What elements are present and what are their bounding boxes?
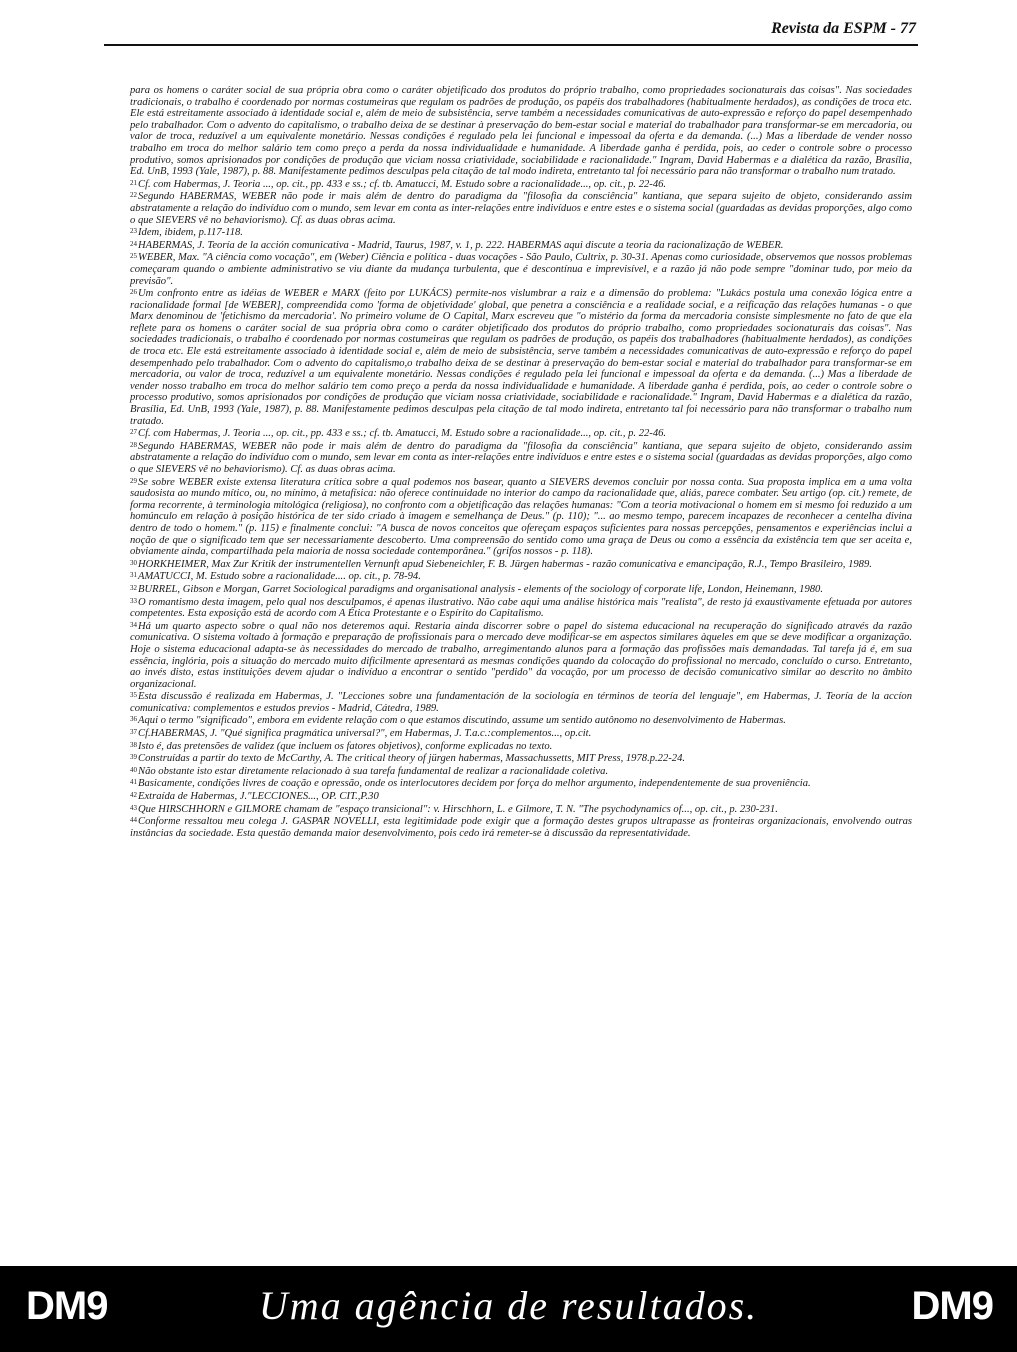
footnote-text: Isto é, das pretensões de validez (que incluem os fatores objetivos), conforme explicadas no texto. [138,740,553,752]
footnote-text: Cf. com Habermas, J. Teoria ..., op. cit., pp. 433 e ss.; cf. tb. Amatucci, M. Estudo sobre a racionalidade..., op. cit., p. 22-46. [138,428,667,440]
footnote-number: 23 [130,227,137,236]
footnote-number: 33 [130,596,137,605]
footnote [130,597,912,620]
footnote-number: 29 [130,476,137,485]
footnote-text: Basicamente, condições livres de coação e opressão, onde os interlocutores decidem por força do melhor argumento, independentemente de sua proveniência. [138,778,811,790]
footnote [130,571,912,583]
footnote-number: 43 [130,803,137,812]
footnote [130,791,912,803]
footnote-number: 34 [130,620,137,629]
footnote-number: 24 [130,239,137,248]
dm9-logo-left: DM9 [26,1284,108,1328]
footnote-text: Segundo HABERMAS, WEBER não pode ir mais além de dentro do paradigma da "filosofia da consciência" kantiana, que separa sujeito de objeto, considerando assim abstratamente a relação do indivíduo com o mundo, sem levar em conta as inter-relações entre indivíduos e entre estes e o sistema social (guardadas as devidas proporções, algo como o que SIEVERS vê no behaviorismo). Cf. as duas obras acima. [130,191,912,226]
footnote [130,288,912,427]
footnote-text: para os homens o caráter social de sua própria obra como o caráter objetificado dos produtos do próprio trabalho, como propriedades socionaturais das coisas". Nas sociedades tradicionais, o trabalho é coordenado por normas costumeiras que regulam os padrões de produção, os papéis dos trabalhadores (habitualmente herdados), as condições de troca etc. Ele está estreitamente associado à identidade social e, além de meio de subsistência, serve também a necessidades comunicativas de auto-expressão e reforço do papel desempenhado pelo trabalhador. Com o advento do capitalismo, o trabalho deixa de se destinar à preservação do bem-estar social e material do trabalhador para transformar-se em mercadoria, ou valor de troca, reduzível a um equivalente monetário. Nessas condições é regulado pela lei funcional e impessoal da oferta e da demanda. (...) Mas a liberdade de vender nosso trabalho em troca do melhor salário tem como preço a perda da nossa individualidade e humanidade. A liberdade ganha é perdida, pois, ao ceder o controle sobre o processo produtivo, somos aprisionados por condições de produção que viciam nossa criatividade, sociabilidade e racionalidade." Ingram, David Habermas e a dialética da razão, Brasília, Ed. UnB, 1993 (Yale, 1987), p. 88. Manifestamente pedimos desculpas pela citação de tal modo indireta, entretanto tal foi necessário para não transformar o trabalho num tratado. [130,85,912,178]
footnote-number: 27 [130,428,137,437]
footnote [130,715,912,727]
footnote-text: Cf.HABERMAS, J. "Qué significa pragmática universal?", em Habermas, J. T.a.c.:complementos..., op.cit. [138,728,592,740]
footnote-number: 35 [130,691,137,700]
footnote-number: 42 [130,791,137,800]
footnote-text: Aqui o termo "significado", embora em evidente relação com o que estamos discutindo, assume um sentido autônomo no desenvolvimento de Habermas. [138,715,786,727]
footnote-text: Construídas a partir do texto de McCarthy, A. The critical theory of jürgen habermas, Massachussetts, MIT Press, 1978.p.22-24. [138,753,686,765]
footnote-text: Um confronto entre as idéias de WEBER e MARX (feito por LUKÁCS) permite-nos vislumbrar a raiz e a dimensão do problema: "Lukács postula uma conexão lógica entre a racionalidade formal [de WEBER], compreendida como 'forma de objetividade' global, que penetra a consciência e a realidade social, e a reificação das relações humanas - o que Marx denominou de 'fetichismo da mercadoria'. No primeiro volume de O Capital, Marx escreveu que "o mistério da forma da mercadoria consiste simplesmente no fato de que ela reflete para os homens o caráter social de sua própria obra como o caráter objetificado dos produtos do próprio trabalho, como propriedades socionaturais das coisas". Nas sociedades tradicionais, o trabalho é coordenado por normas costumeiras que regulam os padrões de produção, os papéis dos trabalhadores (habitualmente herdados), as condições de troca etc. Ele está estreitamente associado à identidade social e, além de meio de subsistência, serve também a necessidades comunicativas de auto-expressão e reforço do papel desempenhado pelo trabalhador. Com o advento do capitalismo,o trabalho deixa de se destinar à preservação do bem-estar social e material do trabalhador para transformar-se em mercadoria, ou valor de troca, reduzível a um equivalente monetário. Nessas condições é regulado pela lei funcional e impessoal da oferta e da demanda. (...) Mas a liberdade de vender nosso trabalho em troca do melhor salário tem como preço a perda da nossa individualidade e humanidade. A liberdade ganha é perdida, pois, ao ceder o controle sobre o processo produtivo, somos aprisionados por condições de produção que viciam nossa criatividade, sociabilidade e racionalidade." Ingram, David Habermas e a dialética da razão, Brasília, Ed. UnB, 1993 (Yale, 1987), p. 88. Manifestamente pedimos desculpas pela citação de tal modo indireta, entretanto tal foi necessário para não transformar o trabalho num tratado. [130,288,912,427]
footnote-number: 37 [130,728,137,737]
footnote-number: 44 [130,816,137,825]
footnote [130,804,912,816]
footnote-text: Esta discussão é realizada em Habermas, J. "Lecciones sobre una fundamentación de la sociología en términos de teoría del lenguaje", em Habermas, J. Teoría de la accíon comunicativa: complementos e estudos previos - Madrid, Cátedra, 1989. [130,691,912,714]
footnote [130,778,912,790]
footnote-text: BURREL, Gibson e Morgan, Garret Sociological paradigms and organisational analysis - elements of the sociology of corporate life, London, Heinemann, 1980. [138,583,824,595]
footnote [130,85,912,178]
footnote-text: Idem, ibidem, p.117-118. [138,227,243,239]
footnote-text: Extraída de Habermas, J."LECCIONES..., OP. CIT.,P.30 [138,791,379,803]
footnote-text: Segundo HABERMAS, WEBER não pode ir mais além de dentro do paradigma da "filosofia da consciência" kantiana, que separa sujeito de objeto, considerando assim abstratamente a relação do indivíduo com o mundo, sem levar em conta as inter-relações entre indivíduos e entre estes e o sistema social (guardadas as devidas proporções, algo como o que SIEVERS vê no behaviorismo). Cf. as duas obras acima. [130,440,912,475]
footnote-text: WEBER, Max. "A ciência como vocação", em (Weber) Ciência e política - duas vocações - São Paulo, Cultrix, p. 30-31. Apenas como curiosidade, observemos que nossos problemas começaram quando o ambiente administrativo se viu diante da mudança turbulenta, que é descontínua e imprevisível, e a razão já não pode sempre "dominar tudo, por meio da previsão". [130,252,912,287]
footnote-number: 41 [130,778,137,787]
dm9-advertisement-banner [0,1266,1017,1352]
footnote-text: AMATUCCI, M. Estudo sobre a racionalidade.... op. cit., p. 78-94. [138,571,421,583]
footnote [130,621,912,691]
footnote [130,741,912,753]
footnote-text: Não obstante isto estar diretamente relacionado à sua tarefa fundamental de realizar a racionalidade coletiva. [138,765,609,777]
footnote-number: 25 [130,252,137,261]
footnote-number: 40 [130,765,137,774]
footnote [130,441,912,476]
footnote [130,252,912,287]
footnote-number: 32 [130,583,137,592]
footnotes-section [130,85,912,840]
footnote-number: 26 [130,288,137,297]
footnote-number: 28 [130,440,137,449]
footnote [130,766,912,778]
footnote [130,179,912,191]
footnote [130,227,912,239]
footnote-text: Há um quarto aspecto sobre o qual não nos deteremos aqui. Restaria ainda discorrer sobre o papel do sistema educacional na recuperação do significado através da razão comunicativa. O sistema voltado à formação e preparação de profissionais para o mercado deve modificar-se em aspectos similares àqueles em que se deve modificar a organização. Hoje o sistema educacional adapta-se às necessidades do mercado de trabalho, arregimentando alunos para a formação das profissões mais demandadas. Tal tarefa já é, em sua essência, inglória, pois a situação do mercado muito dificilmente apresentará as mesmas condições quando da colocação do profissional no mercado, concluído o curso. Entretanto, ao invés disto, estas instituições devem ajudar o indivíduo a encontrar o sentido "perdido" da vocação, por um processo de decisão comunicativo similar ao descrito no âmbito organizacional. [130,620,912,690]
footnote [130,477,912,558]
footnote [130,816,912,839]
footnote [130,428,912,440]
footnote-number: 22 [130,191,137,200]
footnote-text: O romantismo desta imagem, pelo qual nos desculpamos, é apenas ilustrativo. Não cabe aqui uma análise histórica mais "realista", de resto já exaustivamente efetuada por autores competentes. Esta exposição está de acordo com A Ética Protestante e o Espírito do Capitalismo. [130,596,912,620]
footnote-number: 36 [130,715,137,724]
footnote [130,191,912,226]
footnote-text: Que HIRSCHHORN e GILMORE chamam de "espaço transicional": v. Hirschhorn, L. e Gilmore, T. N. "The psychodynamics of..., op. cit., p. 230-231. [138,803,778,815]
footnote-number: 38 [130,740,137,749]
dm9-logo-right: DM9 [911,1284,993,1328]
footnote-text: HORKHEIMER, Max Zur Kritik der instrumentellen Vernunft apud Siebeneichler, F. B. Jürgen habermas - razão comunicativa e emancipação, R.J., Tempo Brasileiro, 1989. [138,558,872,570]
footnote-number: 21 [130,178,137,187]
footnote [130,728,912,740]
footnote-number: 30 [130,558,137,567]
footnote-text: HABERMAS, J. Teoría de la acción comunicativa - Madrid, Taurus, 1987, v. 1, p. 222. HABERMAS aqui discute a teoria da racionalização de WEBER. [138,239,784,251]
footnote [130,753,912,765]
ad-slogan: Uma agência de resultados. [258,1283,759,1328]
footnote [130,240,912,252]
footnote-text: Cf. com Habermas, J. Teoria ..., op. cit., pp. 433 e ss.; cf. tb. Amatucci, M. Estudo sobre a racionalidade..., op. cit., p. 22-46. [138,178,667,190]
footnote-text: Conforme ressaltou meu colega J. GASPAR NOVELLI, esta legitimidade pode exigir que a formação destes grupos ultrapasse as fronteiras organizacionais, envolvendo outras instâncias da sociedade. Esta questão demanda maior desenvolvimento, pois cedo irá remeter-se à discussão da representatividade. [130,816,912,839]
footnote-number: 31 [130,571,137,580]
footnote-text: Se sobre WEBER existe extensa literatura crítica sobre a qual podemos nos basear, quanto a SIEVERS devemos concluir por nossa conta. Sua proposta implica em a uma volta saudosista ao mundo mítico, ou, no mínimo, à metafísica: não oferece continuidade no interior do campo da racionalidade que, aliás, parece combater. Seu artigo (op. cit.) remete, de forma recorrente, à terminologia mitológica (religiosa), no confronto com a objetificação das relações humanas: "Com a teoria motivacional o homem em si mesmo foi reduzido a um homúnculo em relação à posição histórica de ter sido criado à imagem e semelhança de Deus." (p. 110); "... ao mesmo tempo, parecem incapazes de reconhecer a centelha divina dentro de todo o homem." (p. 115) e finalmente conclui: "A busca de novos conceitos que ofereçam espaços suficientes para nossas percepções, pensamentos e experiências inclui a noção de que o significado tem que ser necessariamente descoberto. Uma compreensão do sentido como uma graça de Deus ou como a essência da existência tem que ser aceita e, obviamente ainda, compartilhada pela maioria de nossa sociedade contemporânea." (grifos nossos - p. 118). [130,476,912,558]
footnote [130,691,912,714]
footnote-number: 39 [130,753,137,762]
journal-title: Revista da ESPM - 77 [771,20,916,37]
footnote [130,584,912,596]
page-header [104,18,918,46]
footnote [130,559,912,571]
